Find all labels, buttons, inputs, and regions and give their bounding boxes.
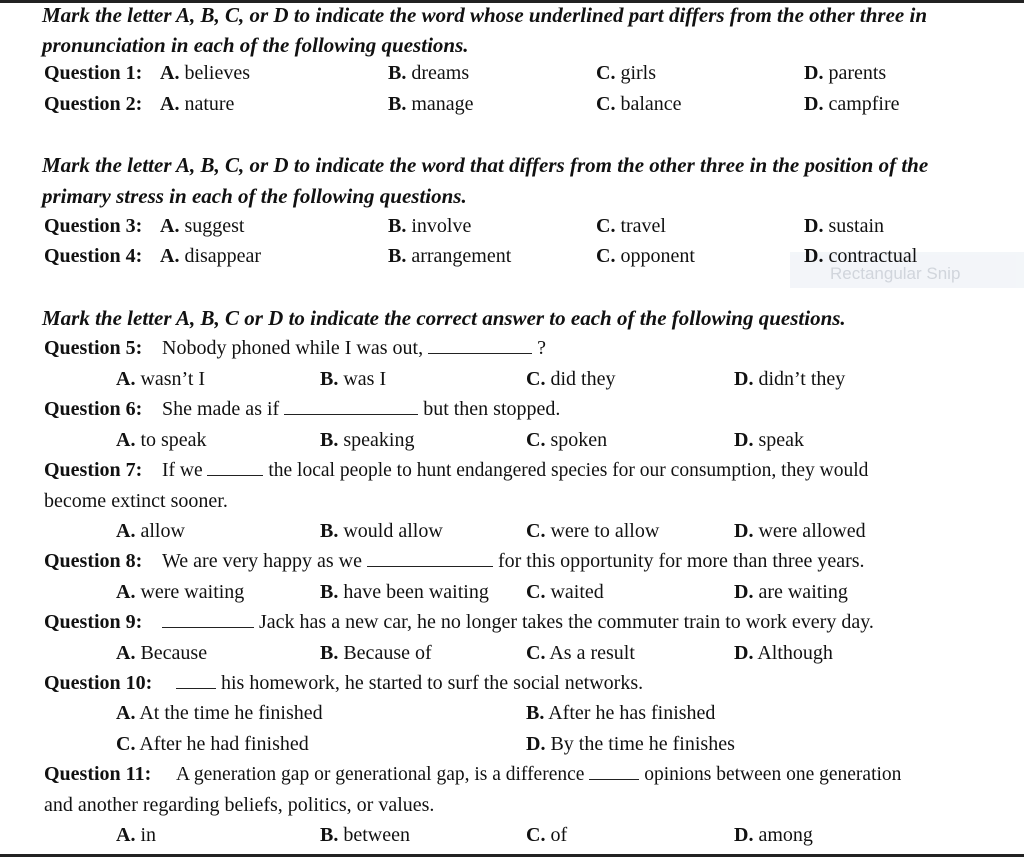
question-stem: his homework, he started to surf the social networks. (176, 668, 643, 699)
question-label: Question 5: (44, 337, 143, 359)
option-letter: B. (320, 581, 339, 603)
option-letter: B. (320, 642, 339, 664)
option-letter: C. (596, 62, 616, 84)
option-a: A. in (116, 824, 157, 846)
option-letter: B. (388, 62, 407, 84)
option-letter: C. (596, 215, 616, 237)
question-stem: She made as if but then stopped. (162, 394, 560, 425)
option-a: A. to speak (116, 429, 207, 451)
question-stem: We are very happy as we for this opportunity for more than three years. (162, 546, 865, 577)
option-b: B. have been waiting (320, 581, 489, 603)
option-letter: D. (804, 245, 824, 267)
option-b: B. was I (320, 368, 387, 390)
option-letter: B. (388, 215, 407, 237)
question-stem: Nobody phoned while I was out, ? (162, 333, 546, 364)
option-letter: D. (734, 429, 754, 451)
option-letter: C. (596, 245, 616, 267)
option-c: C. travel (596, 215, 666, 237)
question-label: Question 9: (44, 611, 143, 633)
question-stem: Jack has a new car, he no longer takes the commuter train to work every day. (162, 607, 874, 638)
option-letter: A. (116, 642, 136, 664)
option-letter: D. (734, 520, 754, 542)
option-letter: B. (526, 702, 545, 724)
option-letter: D. (804, 62, 824, 84)
answer-blank (162, 607, 254, 628)
option-a: A. nature (160, 93, 235, 115)
option-b: B. dreams (388, 62, 470, 84)
question-label: Question 3: (44, 215, 143, 237)
question-stem-continued: become extinct sooner. (44, 490, 228, 512)
option-letter: C. (116, 733, 136, 755)
option-d: D. By the time he finishes (526, 733, 735, 755)
option-b: B. involve (388, 215, 472, 237)
question-label: Question 2: (44, 93, 143, 115)
question-stem: If we the local people to hunt endangered species for our consumption, they would (162, 455, 868, 486)
bottom-border (0, 854, 1024, 857)
section2-instruction-line1: Mark the letter A, B, C, or D to indicate the word that differs from the other three in the position of the (42, 153, 929, 177)
option-letter: C. (526, 520, 546, 542)
option-a: A. believes (160, 62, 250, 84)
option-d: D. were allowed (734, 520, 866, 542)
option-a: A. wasn’t I (116, 368, 206, 390)
option-letter: D. (804, 215, 824, 237)
option-letter: C. (526, 824, 546, 846)
option-d: D. parents (804, 62, 887, 84)
question-label: Question 8: (44, 550, 143, 572)
option-c: C. were to allow (526, 520, 660, 542)
option-letter: A. (116, 824, 136, 846)
option-b: B. would allow (320, 520, 443, 542)
option-letter: A. (160, 62, 180, 84)
section2-instruction-line2: primary stress in each of the following questions. (42, 184, 467, 208)
option-letter: A. (116, 429, 136, 451)
option-b: B. arrangement (388, 245, 512, 267)
option-d: D. sustain (804, 215, 885, 237)
answer-blank (207, 455, 263, 476)
option-letter: A. (160, 215, 180, 237)
section1-instruction-line2: pronunciation in each of the following questions. (42, 33, 469, 57)
option-d: D. Although (734, 642, 833, 664)
answer-blank (176, 668, 216, 689)
option-c: C. After he had finished (116, 733, 309, 755)
option-a: A. disappear (160, 245, 262, 267)
question-label: Question 4: (44, 245, 143, 267)
option-d: D. speak (734, 429, 804, 451)
snip-watermark: Rectangular Snip (830, 264, 961, 283)
question-stem-continued: and another regarding beliefs, politics, or values. (44, 794, 435, 816)
option-b: B. speaking (320, 429, 415, 451)
section1-instruction-line1: Mark the letter A, B, C, or D to indicate the word whose underlined part differs from the other three in (42, 3, 927, 27)
option-letter: D. (526, 733, 546, 755)
option-a: A. Because (116, 642, 208, 664)
option-c: C. of (526, 824, 568, 846)
option-b: B. manage (388, 93, 474, 115)
option-letter: A. (160, 93, 180, 115)
question-label: Question 11: (44, 763, 152, 785)
option-letter: A. (116, 520, 136, 542)
option-d: D. contractual (804, 245, 918, 267)
option-a: A. allow (116, 520, 185, 542)
option-letter: C. (596, 93, 616, 115)
option-letter: B. (320, 824, 339, 846)
option-c: C. balance (596, 93, 682, 115)
option-d: D. are waiting (734, 581, 848, 603)
option-letter: B. (320, 368, 339, 390)
option-letter: C. (526, 581, 546, 603)
option-letter: B. (320, 429, 339, 451)
option-letter: C. (526, 642, 546, 664)
question-stem: A generation gap or generational gap, is a difference opinions between one generation (176, 759, 901, 790)
question-label: Question 7: (44, 459, 143, 481)
option-d: D. among (734, 824, 813, 846)
question-label: Question 6: (44, 398, 143, 420)
option-b: B. Because of (320, 642, 432, 664)
question-label: Question 1: (44, 62, 143, 84)
option-letter: D. (804, 93, 824, 115)
section3-instruction: Mark the letter A, B, C or D to indicate the correct answer to each of the following questions. (42, 306, 846, 330)
option-letter: D. (734, 642, 754, 664)
option-a: A. suggest (160, 215, 245, 237)
option-letter: B. (320, 520, 339, 542)
option-letter: A. (116, 581, 136, 603)
answer-blank (589, 759, 639, 780)
option-letter: A. (116, 702, 136, 724)
option-c: C. spoken (526, 429, 608, 451)
option-letter: B. (388, 245, 407, 267)
option-letter: C. (526, 429, 546, 451)
option-a: A. At the time he finished (116, 702, 323, 724)
answer-blank (428, 333, 532, 354)
option-letter: D. (734, 581, 754, 603)
option-letter: D. (734, 824, 754, 846)
option-b: B. between (320, 824, 410, 846)
option-b: B. After he has finished (526, 702, 716, 724)
option-letter: D. (734, 368, 754, 390)
option-d: D. didn’t they (734, 368, 846, 390)
option-c: C. As a result (526, 642, 635, 664)
answer-blank (367, 546, 493, 567)
option-c: C. waited (526, 581, 604, 603)
option-letter: B. (388, 93, 407, 115)
option-letter: A. (160, 245, 180, 267)
option-c: C. opponent (596, 245, 695, 267)
option-letter: C. (526, 368, 546, 390)
option-letter: A. (116, 368, 136, 390)
option-c: C. girls (596, 62, 657, 84)
answer-blank (284, 394, 418, 415)
question-label: Question 10: (44, 672, 153, 694)
option-c: C. did they (526, 368, 616, 390)
option-d: D. campfire (804, 93, 900, 115)
option-a: A. were waiting (116, 581, 245, 603)
